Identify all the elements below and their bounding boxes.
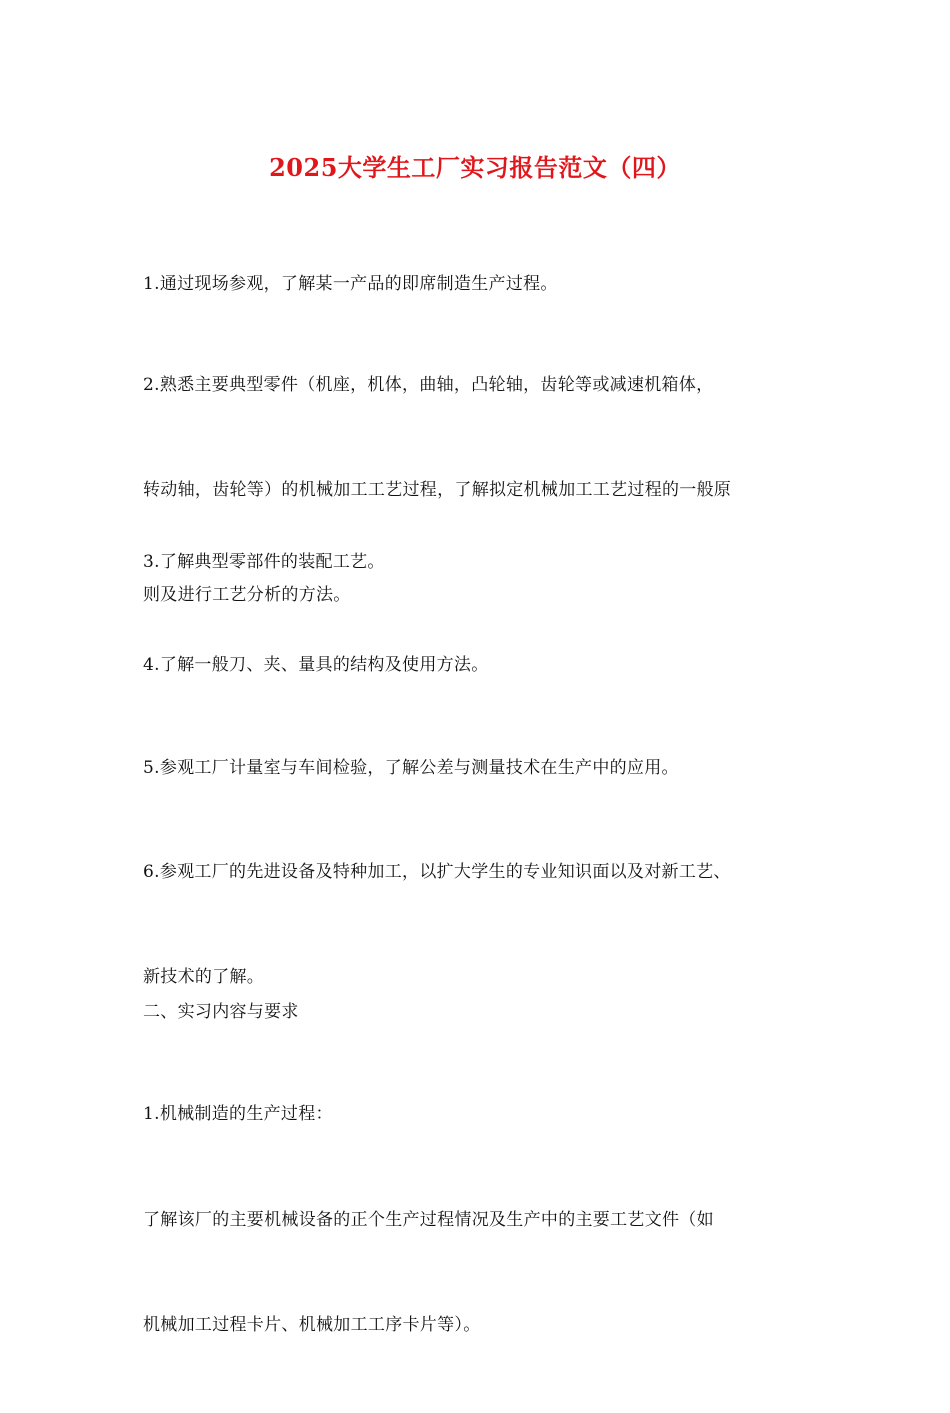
paragraph-line: 机械加工过程卡片、机械加工工序卡片等）。 — [143, 1315, 481, 1335]
paragraph-line: 了解该厂的主要机械设备的正个生产过程情况及生产中的主要工艺文件（如 — [143, 1210, 714, 1230]
paragraph-line: 2.熟悉主要典型零件（机座，机体，曲轴，凸轮轴，齿轮等或减速机箱体， — [143, 375, 714, 395]
paragraph-line: 1.通过现场参观，了解某一产品的即席制造生产过程。 — [143, 274, 558, 294]
paragraph-9 — [143, 1133, 823, 1413]
paragraph-line: 5.参观工厂计量室与车间检验，了解公差与测量技术在生产中的应用。 — [143, 758, 679, 778]
paragraph-line: 3.了解典型零部件的装配工艺。 — [143, 552, 385, 572]
paragraph-line: 转动轴，齿轮等）的机械加工工艺过程，了解拟定机械加工工艺过程的一般原 — [143, 480, 732, 500]
paragraph-line: 二、实习内容与要求 — [143, 1002, 299, 1022]
paragraph-line: 则及进行工艺分析的方法。 — [143, 585, 351, 605]
paragraph-line: 4.了解一般刀、夹、量具的结构及使用方法。 — [143, 655, 489, 675]
paragraph-line: 新技术的了解。 — [143, 967, 265, 987]
paragraph-line: 1.机械制造的生产过程： — [143, 1104, 333, 1124]
document-title: 2025大学生工厂实习报告范文（四） — [269, 153, 681, 182]
paragraph-line: 6.参观工厂的先进设备及特种加工，以扩大学生的专业知识面以及对新工艺、 — [143, 862, 731, 882]
